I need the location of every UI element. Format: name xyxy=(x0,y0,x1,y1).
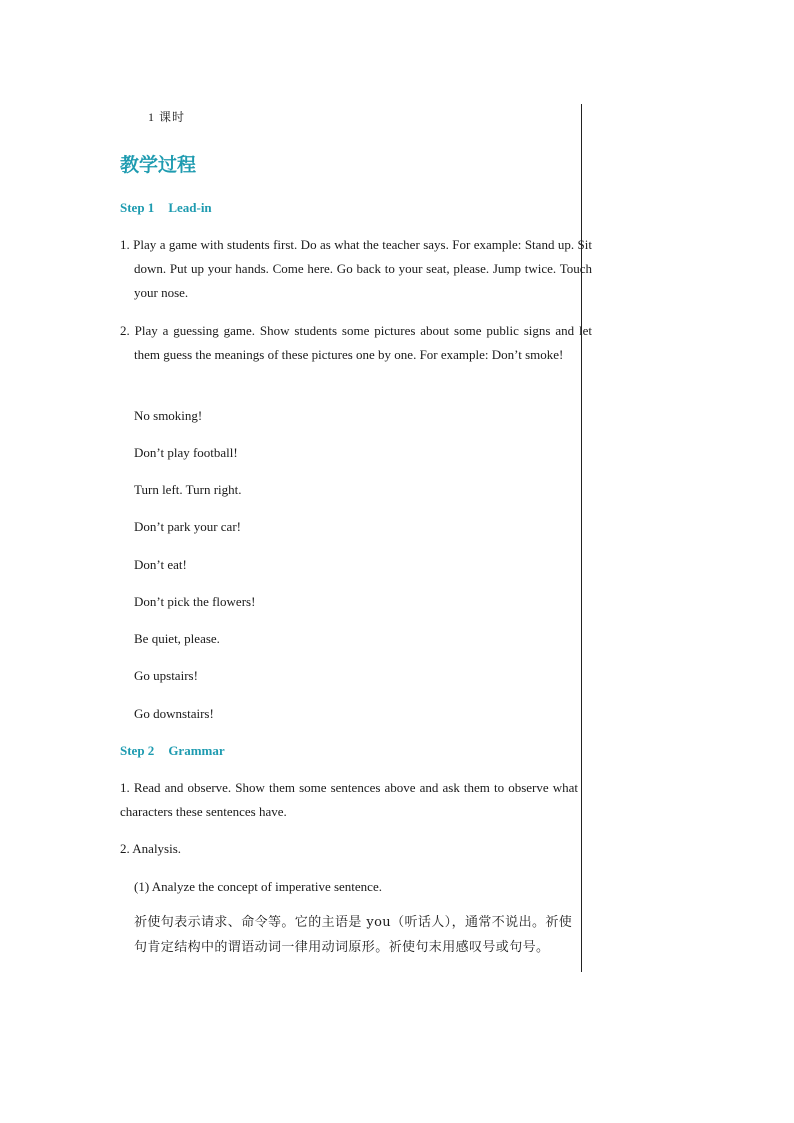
step2-label: Step 2 xyxy=(120,743,155,758)
example-sign: Turn left. Turn right. xyxy=(134,482,242,497)
chinese-grammar-note: 祈使句表示请求、命令等。它的主语是 you（听话人），通常不说出。祈使句肯定结构中的谓语动词一律用动词原形。祈使句末用感叹号或句号。 xyxy=(134,915,573,955)
step2-name: Grammar xyxy=(168,743,225,758)
step2-heading xyxy=(120,743,225,759)
example-sign: Go downstairs! xyxy=(134,706,214,721)
example-sign: Don’t eat! xyxy=(134,557,187,572)
step1-item1: 1. Play a game with students first. Do as what the teacher says. For example: Stand up. Sit down. Put up your hands. Come here. Go back to your seat, please. Jump twice. Touch your nose. xyxy=(120,237,592,300)
example-sign: Don’t play football! xyxy=(134,445,238,460)
example-sign: Be quiet, please. xyxy=(134,631,220,646)
example-sign: Don’t pick the flowers! xyxy=(134,594,256,609)
section-title: 教学过程 xyxy=(120,154,197,176)
step2-item1: 1. Read and observe. Show them some sentences above and ask them to observe what characters these sentences have. xyxy=(120,780,578,819)
step1-item2: 2. Play a guessing game. Show students some pictures about some public signs and let them guess the meanings of these pictures one by one. For example: Don’t smoke! xyxy=(120,323,592,362)
example-sign: No smoking! xyxy=(134,408,203,423)
step2-sub1: (1) Analyze the concept of imperative sentence. xyxy=(134,879,382,894)
step1-label: Step 1 xyxy=(120,200,155,215)
example-sign: Go upstairs! xyxy=(134,668,198,683)
step1-name: Lead-in xyxy=(168,200,212,215)
lesson-count: 1 课时 xyxy=(148,110,186,124)
step1-heading xyxy=(120,200,212,216)
step2-item2: 2. Analysis. xyxy=(120,841,182,856)
example-sign: Don’t park your car! xyxy=(134,519,241,534)
